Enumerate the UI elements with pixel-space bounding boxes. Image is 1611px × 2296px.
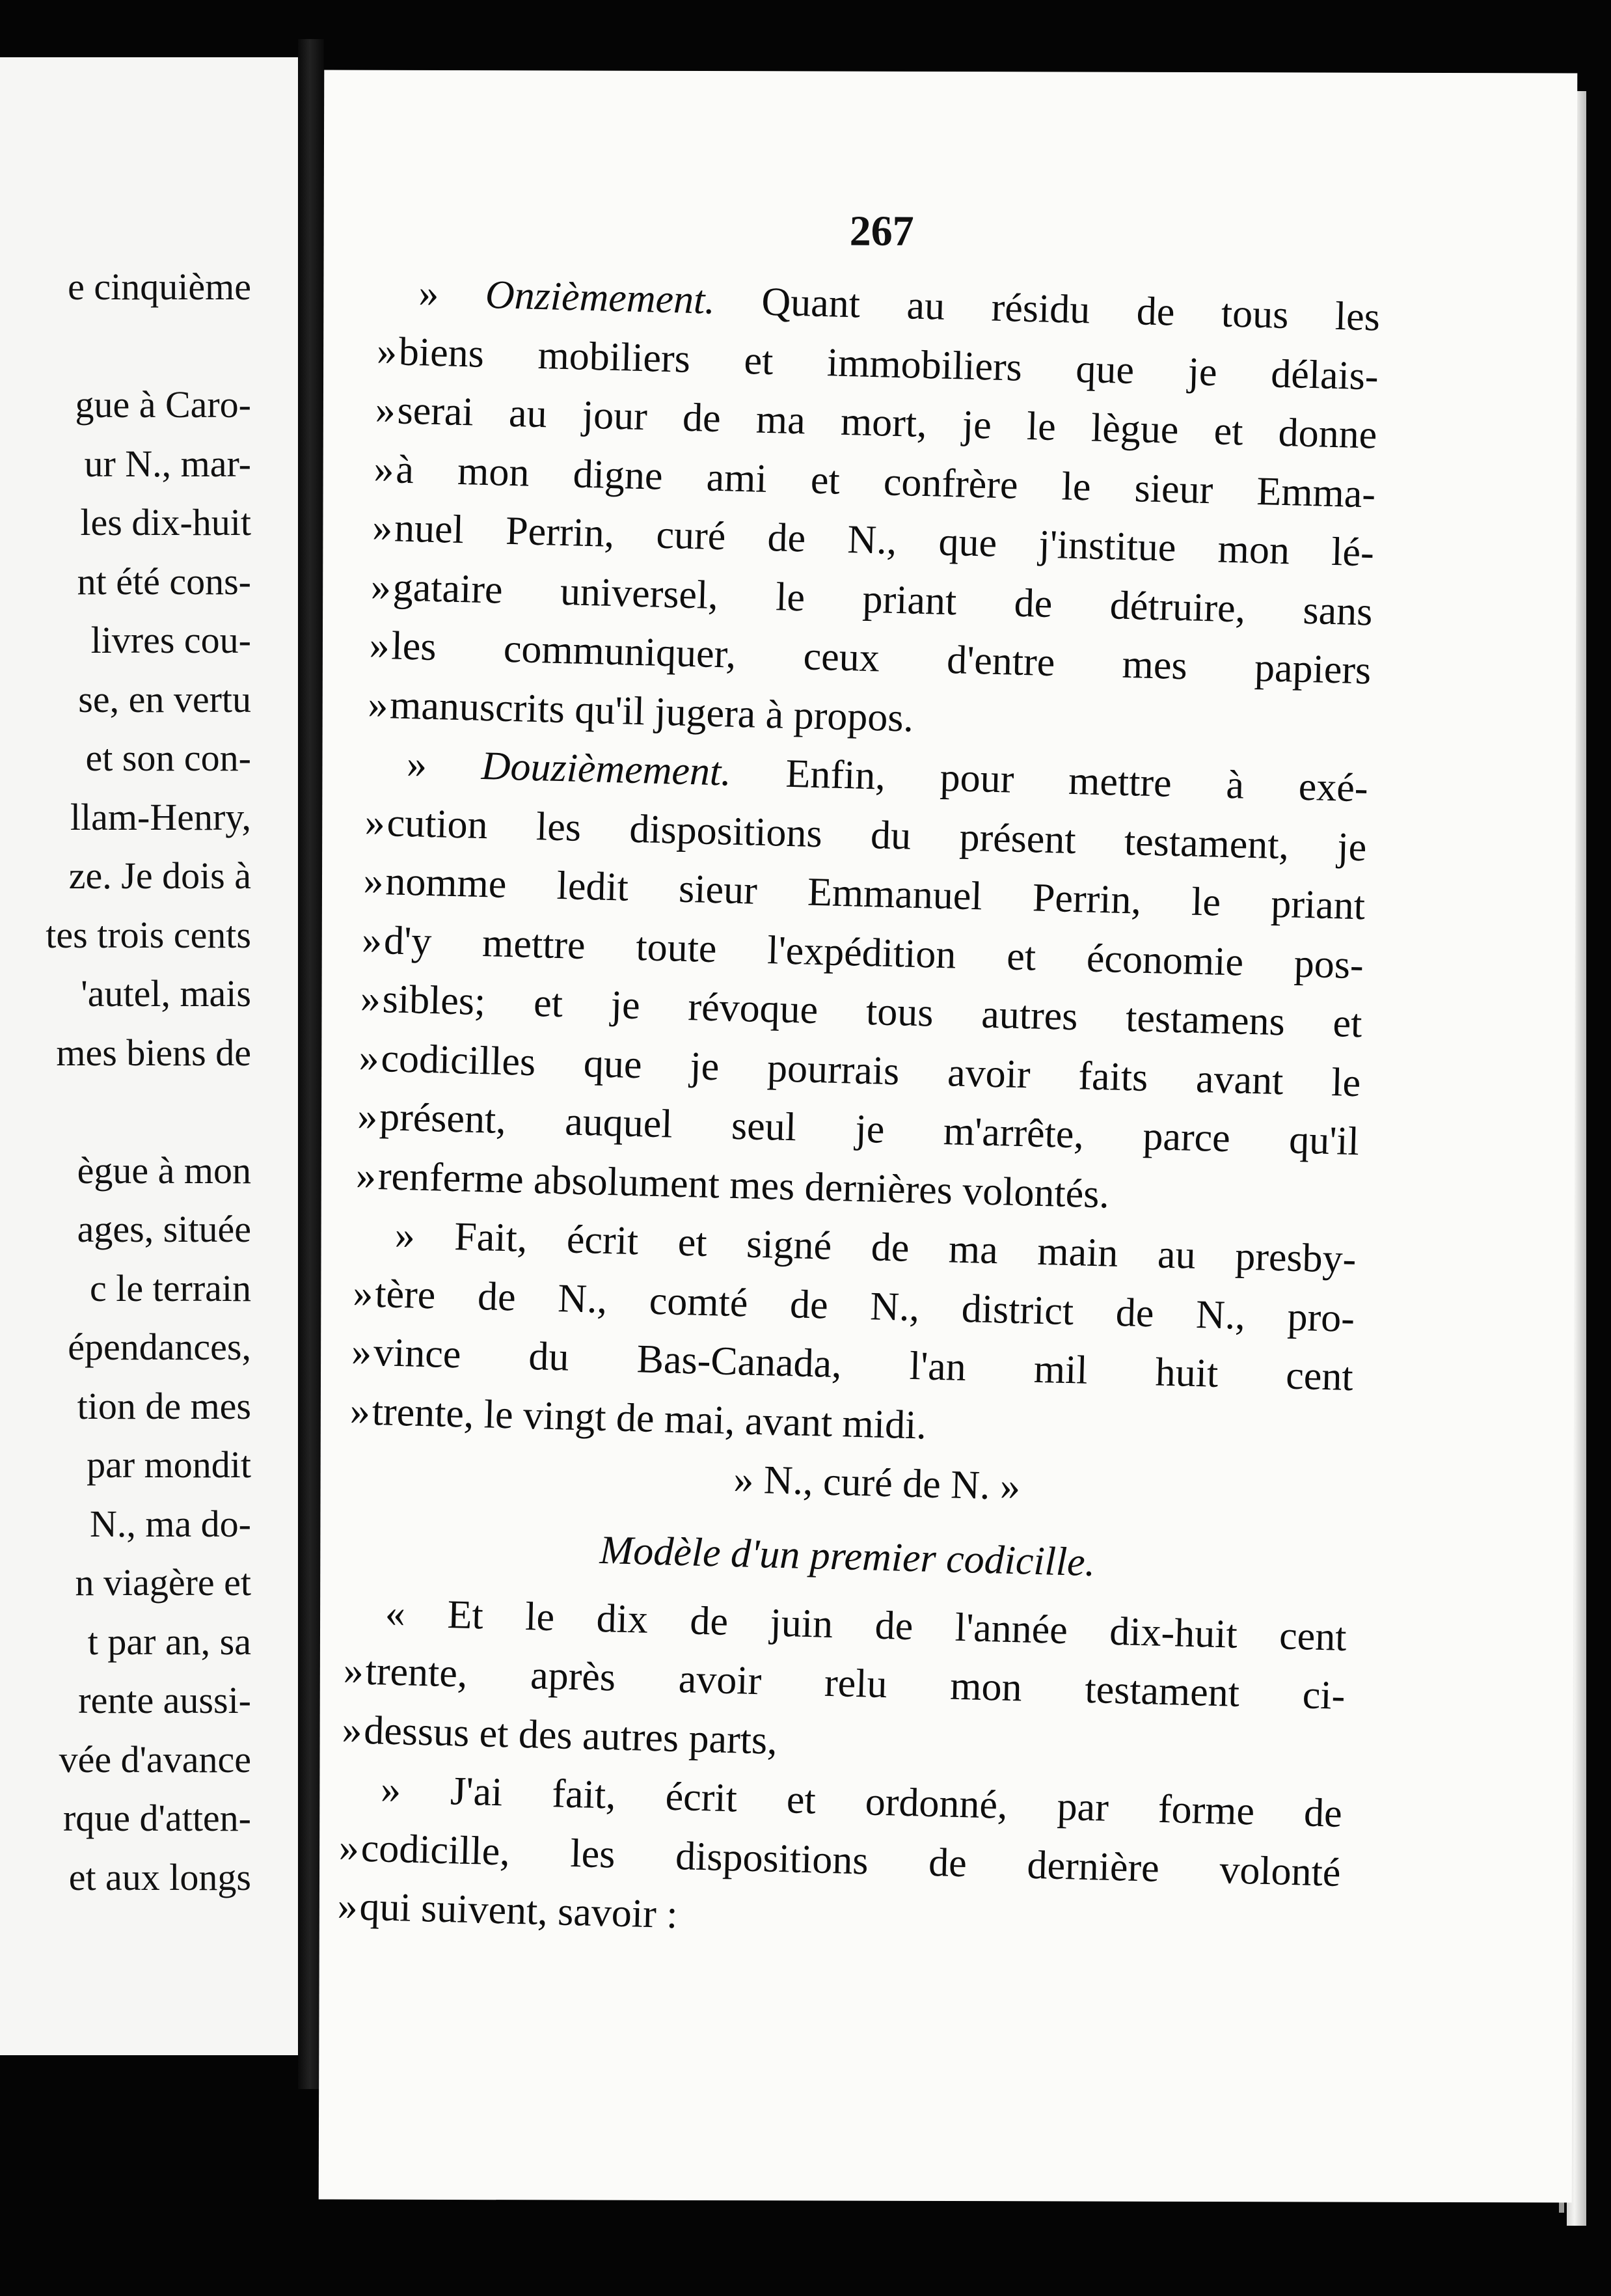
section-heading: Modèle d'un premier codicille. (599, 1527, 1096, 1585)
section-label-douziemement: Douzièmement. (481, 743, 732, 795)
paragraph-text: dessus et des autres parts, (363, 1708, 778, 1763)
left-page-line: N., ma do- (89, 1502, 251, 1545)
quote-mark: » (351, 1330, 373, 1374)
paragraph-onziemement (367, 321, 1379, 759)
quote-mark: » (370, 564, 392, 609)
quote-mark: » (367, 681, 389, 727)
paragraph-text: nomme ledit sieur Emmanuel Perrin, le priant (385, 859, 1366, 929)
quote-mark: » (364, 799, 386, 845)
paragraph-fait (349, 1264, 1355, 1466)
signature-line: » N., curé de N. » (733, 1457, 1021, 1509)
quote-mark: » (376, 329, 398, 374)
left-page-line: les dix-huit (80, 501, 251, 543)
left-page-line: épendances, (68, 1326, 251, 1368)
paragraph-text: Quant au résidu de tous les (714, 278, 1381, 340)
right-page (319, 70, 1578, 2202)
paragraph-text: cution les dispositions du présent testament, je (386, 800, 1368, 869)
paragraph-text: manuscrits qu'il jugera à propos. (389, 682, 914, 741)
left-page-line: ages, située (77, 1208, 251, 1250)
paragraph-text: qui suivent, savoir : (359, 1884, 679, 1937)
paragraph-text: tère de N., comté de N., district de N., pro- (374, 1271, 1355, 1341)
paragraph-text: sibles; et je révoque tous autres testamens et (382, 977, 1363, 1046)
paragraph-text: les communiquer, ceux d'entre mes papiers (390, 623, 1372, 693)
paragraph-codicille-first-line: « Et le dix de juin de l'année dix-huit cent (385, 1591, 1347, 1660)
quote-mark: » (357, 1094, 379, 1140)
quote-mark: » (338, 1825, 360, 1870)
quote-mark: » (358, 1035, 380, 1080)
quote-mark: » (373, 446, 395, 491)
left-page-line: livres cou- (90, 619, 251, 661)
page-number: 267 (849, 207, 914, 255)
left-page (0, 57, 298, 2055)
paragraph-jai-fait-first-line: » J'ai fait, écrit et ordonné, par forme de (380, 1767, 1343, 1836)
paragraph-text: codicille, les dispositions de dernière volonté (360, 1825, 1342, 1895)
quote-mark: » (336, 1883, 359, 1929)
left-page-line: se, en vertu (78, 677, 251, 720)
quote-mark: » (372, 505, 394, 551)
left-page-line: gue à Caro- (75, 383, 251, 426)
left-page-line: et aux longs (68, 1855, 251, 1898)
left-page-line: vée d'avance (59, 1738, 251, 1781)
paragraph-douziemement (355, 793, 1368, 1230)
quote-mark: » (341, 1707, 363, 1753)
section-label-onziemement: Onzièmement. (485, 272, 716, 323)
paragraph-text: à mon digne ami et confrère le sieur Emma- (395, 446, 1376, 517)
quote-mark: » (352, 1270, 374, 1316)
paragraph-text: Enfin, pour mettre à exé- (730, 750, 1369, 811)
left-page-line: rque d'atten- (62, 1797, 251, 1839)
left-page-line: n viagère et (75, 1561, 251, 1604)
paragraph-fait-first-line: » Fait, écrit et signé de ma main au presby- (394, 1212, 1357, 1282)
paragraph-text: gataire universel, le priant de détruire, sans (392, 564, 1374, 635)
quote-mark: » (368, 623, 390, 668)
left-page-line: ègue à mon (77, 1149, 251, 1192)
left-page-line: c le terrain (90, 1266, 251, 1309)
paragraph-jai-fait (336, 1818, 1341, 1961)
left-page-line: et son con- (85, 737, 251, 779)
quote-mark: » (374, 387, 396, 433)
quote-mark: » (362, 858, 385, 904)
paragraph-text: biens mobiliers et immobiliers que je délais- (398, 329, 1379, 399)
paragraph-text: présent, auquel seul je m'arrête, parce qu'il (379, 1095, 1360, 1164)
quote-mark: » (342, 1648, 364, 1693)
paragraph-text: d'y mettre toute l'expédition et économie pos- (383, 918, 1364, 987)
quote-mark: » (349, 1388, 371, 1434)
left-page-line: tion de mes (77, 1384, 251, 1427)
page-body (336, 263, 1381, 1961)
quote-mark: » (360, 976, 381, 1022)
left-page-line: par mondit (87, 1443, 251, 1486)
paragraph-text: codicilles que je pourrais avoir faits avant le (380, 1035, 1361, 1105)
paragraph-text: renferme absolument mes dernières volontés. (377, 1153, 1110, 1217)
paragraph-text: trente, après avoir relu mon testament ci- (364, 1648, 1346, 1718)
quote-mark: » (355, 1153, 377, 1198)
quote-mark: » (418, 271, 486, 317)
left-page-line: mes biens de (56, 1031, 251, 1074)
quote-mark: » (361, 917, 383, 963)
left-page-line: rente aussi- (78, 1679, 251, 1721)
left-page-line: llam-Henry, (70, 795, 251, 838)
quote-mark: » (406, 742, 482, 788)
left-page-line: tes trois cents (46, 913, 251, 956)
left-page-line: 'autel, mais (81, 972, 251, 1015)
paragraph-text: nuel Perrin, curé de N., que j'institue mon lé- (394, 506, 1375, 575)
paragraph-text: serai au jour de ma mort, je le lègue et donne (396, 388, 1378, 458)
paragraph-text: vince du Bas-Canada, l'an mil huit cent (373, 1330, 1354, 1400)
left-page-line: ur N., mar- (84, 442, 251, 485)
paragraph-text: trente, le vingt de mai, avant midi. (371, 1389, 927, 1448)
left-page-line: nt été cons- (77, 560, 251, 603)
left-page-line: t par an, sa (87, 1620, 251, 1663)
left-page-line: ze. Je dois à (68, 854, 251, 897)
left-page-line: e cinquième (68, 266, 251, 308)
